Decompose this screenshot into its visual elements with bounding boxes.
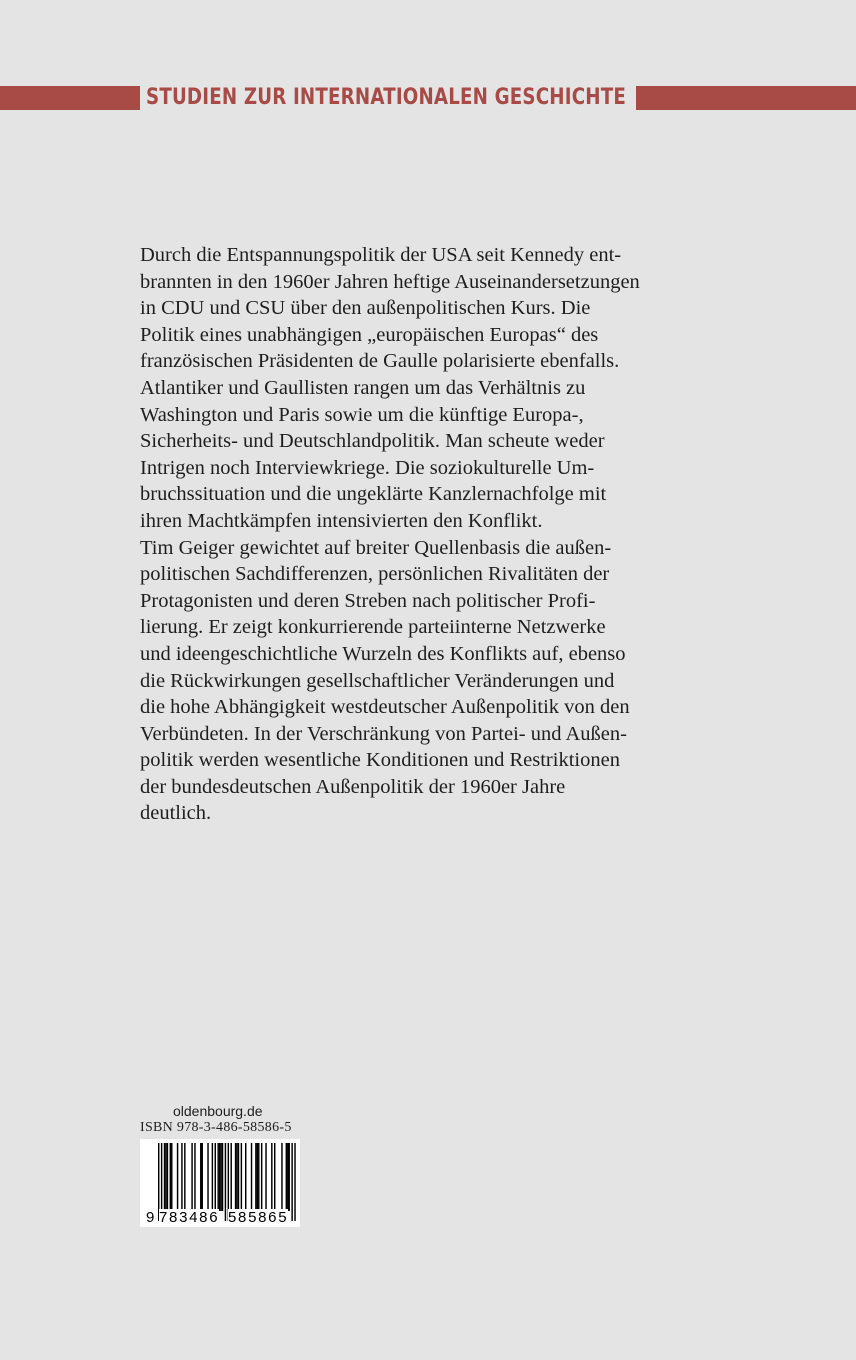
- blurb-line: Politik eines unabhängigen „europäischen Europas“ des: [140, 323, 599, 346]
- series-band-left-bar: [0, 86, 140, 110]
- barcode-bar: [265, 1143, 266, 1211]
- blurb-text: [140, 242, 680, 827]
- barcode-bar: [202, 1143, 203, 1211]
- blurb-line: deutlich.: [140, 802, 212, 825]
- barcode-bar: [274, 1143, 275, 1211]
- barcode-bar: [167, 1143, 168, 1211]
- barcode-bar: [245, 1143, 246, 1211]
- blurb-line: brannten in den 1960er Jahren heftige Auseinandersetzungen: [140, 270, 640, 293]
- barcode-bar: [257, 1143, 258, 1211]
- barcode-bar: [255, 1143, 256, 1211]
- blurb-line: Protagonisten und deren Streben nach politischer Profi-: [140, 589, 596, 612]
- blurb-line: Sicherheits- und Deutschlandpolitik. Man scheute weder: [140, 430, 605, 453]
- blurb-line: in CDU und CSU über den außenpolitischen Kurs. Die: [140, 297, 591, 320]
- barcode-bar: [220, 1143, 221, 1211]
- blurb-line: politik werden wesentliche Konditionen und Restriktionen: [140, 749, 620, 772]
- barcode-bar: [251, 1143, 252, 1211]
- barcode-bar: [236, 1143, 237, 1211]
- barcode-bar: [271, 1143, 272, 1211]
- blurb-line: die Rückwirkungen gesellschaftlicher Veränderungen und: [140, 669, 615, 692]
- publisher-url: oldenbourg.de: [173, 1103, 263, 1119]
- blurb-line: der bundesdeutschen Außenpolitik der 1960er Jahre: [140, 775, 566, 798]
- barcode-bar: [281, 1143, 282, 1211]
- series-band: [0, 86, 856, 110]
- blurb-line: französischen Präsidenten de Gaulle polarisierte ebenfalls.: [140, 350, 620, 373]
- barcode-bar: [177, 1143, 178, 1211]
- blurb-line: Washington und Paris sowie um die künftige Europa-,: [140, 403, 584, 426]
- blurb-line: Tim Geiger gewichtet auf breiter Quellenbasis die außen-: [140, 536, 612, 559]
- barcode-bar: [238, 1143, 239, 1211]
- barcode-bar: [286, 1143, 287, 1211]
- blurb-line: ihren Machtkämpfen intensivierten den Konflikt.: [140, 509, 543, 532]
- blurb-line: politischen Sachdifferenzen, persönlichen Rivalitäten der: [140, 563, 610, 586]
- blurb-line: Atlantiker und Gaullisten rangen um das Verhältnis zu: [140, 376, 586, 399]
- barcode-bar: [222, 1143, 223, 1211]
- barcode-right-group: 585865: [228, 1209, 289, 1226]
- barcode-bar: [235, 1143, 236, 1211]
- barcode-bar: [171, 1143, 172, 1211]
- barcode-bar: [170, 1143, 171, 1211]
- blurb-line: Verbündeten. In der Verschränkung von Partei- und Außen-: [140, 722, 627, 745]
- barcode-bar: [164, 1143, 165, 1211]
- blurb-line: Intrigen noch Interviewkriege. Die soziokulturelle Um-: [140, 456, 595, 479]
- barcode-bar: [241, 1143, 242, 1211]
- barcode-digits: [140, 1209, 300, 1227]
- barcode-bar: [207, 1143, 208, 1211]
- barcode-bar: [184, 1143, 185, 1211]
- blurb-line: die hohe Abhängigkeit westdeutscher Außenpolitik von den: [140, 696, 630, 719]
- barcode-bar: [261, 1143, 262, 1211]
- series-band-right-bar: [636, 86, 856, 110]
- barcode-bar: [215, 1143, 216, 1211]
- barcode-bar: [165, 1143, 166, 1211]
- barcode-bar: [219, 1143, 220, 1211]
- isbn-label: ISBN 978-3-486-58586-5: [140, 1120, 292, 1135]
- series-title: STUDIEN ZUR INTERNATIONALEN GESCHICHTE: [146, 85, 626, 110]
- barcode-bar: [231, 1143, 232, 1211]
- blurb-line: Durch die Entspannungspolitik der USA seit Kennedy ent-: [140, 244, 622, 266]
- blurb-line: bruchssituation und die ungeklärte Kanzlernachfolge mit: [140, 483, 607, 506]
- barcode-bar: [191, 1143, 192, 1211]
- barcode-bar: [212, 1143, 213, 1211]
- barcode-bar: [200, 1143, 201, 1211]
- barcode-bar: [258, 1143, 259, 1211]
- blurb-line: und ideengeschichtliche Wurzeln des Konflikts auf, ebenso: [140, 642, 626, 665]
- barcode-left-group: 783486: [159, 1209, 220, 1226]
- barcode-bar: [194, 1143, 195, 1211]
- barcode-bar: [217, 1143, 218, 1211]
- barcode-bar: [289, 1143, 290, 1211]
- barcode-bar: [181, 1143, 182, 1211]
- blurb-line: lierung. Er zeigt konkurrierende parteiinterne Netzwerke: [140, 616, 606, 639]
- barcode-first-digit: 9: [146, 1209, 155, 1226]
- isbn-barcode: [140, 1139, 300, 1227]
- barcode-bar: [287, 1143, 288, 1211]
